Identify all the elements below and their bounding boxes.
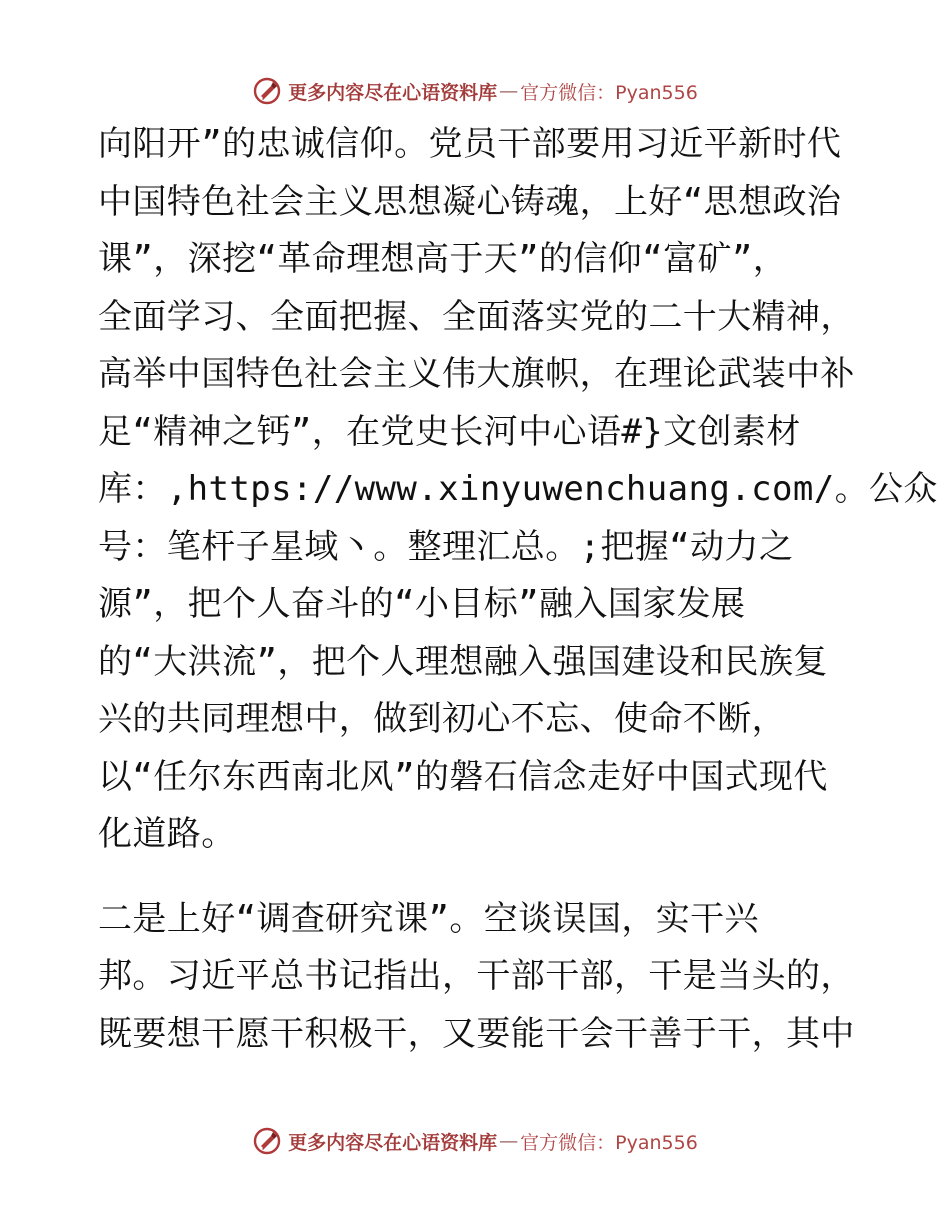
text-line: 二是上好“调查研究课”。空谈误国，实干兴 — [98, 898, 759, 939]
text-line: 化道路。 — [98, 814, 236, 854]
text-line: 高举中国特色社会主义伟大旗帜，在理论武装中补 — [98, 354, 855, 394]
text-line: 全面学习、全面把握、全面落实党的二十大精神， — [98, 296, 855, 337]
text-line: 足“精神之钙”，在党史长河中心语#}文创素材 — [98, 411, 801, 452]
header-banner — [0, 71, 950, 111]
footer-banner — [0, 1121, 950, 1161]
footer-wechat-text: 官方微信：Pyan556 — [520, 1131, 698, 1154]
footer-promo-text: 更多内容尽在心语资料库 — [288, 1131, 498, 1154]
text-line: 课”，深挖“革命理想高于天”的信仰“富矿”， — [98, 239, 788, 279]
text-line: 以“任尔东西南北风”的磐石信念走好中国式现代 — [98, 756, 828, 797]
text-line: 邦。习近平总书记指出，干部干部，干是当头的， — [98, 956, 855, 996]
text-line: 库：,https://www.xinyuwenchuang.com/。公众 — [98, 469, 938, 509]
text-line: 源”，把个人奋斗的“小目标”融入国家发展 — [98, 584, 746, 624]
text-line: 既要想干愿干积极干，又要能干会干善于干，其中 — [98, 1013, 855, 1054]
header-separator: — — [499, 80, 519, 102]
footer-separator: — — [499, 1130, 519, 1152]
pen-logo-icon — [252, 1126, 282, 1156]
text-line: 号：笔杆子星域丶。整理汇总。;把握“动力之 — [98, 526, 794, 567]
paragraph-gap — [98, 864, 858, 891]
pen-logo-icon — [252, 76, 282, 106]
text-line: 中国特色社会主义思想凝心铸魂，上好“思想政治 — [98, 181, 842, 222]
document-body — [98, 116, 938, 1063]
header-wechat-text: 官方微信：Pyan556 — [520, 81, 698, 104]
text-line: 兴的共同理想中，做到初心不忘、使命不断， — [98, 699, 786, 739]
header-promo-text: 更多内容尽在心语资料库 — [288, 81, 498, 104]
text-line: 向阳开”的忠诚信仰。党员干部要用习近平新时代 — [98, 124, 842, 164]
text-line: 的“大洪流”，把个人理想融入强国建设和民族复 — [98, 641, 828, 682]
